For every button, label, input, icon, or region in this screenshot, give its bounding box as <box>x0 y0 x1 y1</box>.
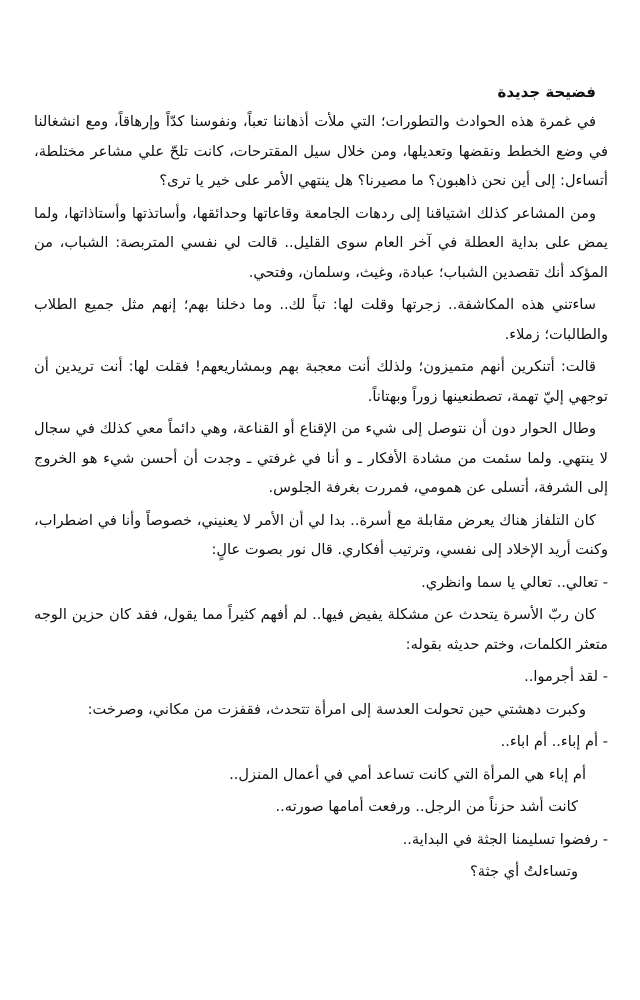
dialogue-line-3: - أم إباء.. أم اباء.. <box>500 733 608 750</box>
dialogue-line-1: - تعالي.. تعالي يا سما وانظري. <box>421 573 608 591</box>
paragraph-2: ومن المشاعر كذلك اشتياقنا إلى ردهات الجامعة وقاعاتها وحدائقها، وأساتذتها وأستاذاتها، ولما يمض على بداية العطلة في آخر العام سوى القليل.. قالت لي نفسي المتربصة: الشباب، من المؤكد أنك تقصدين الشباب؛ عبادة، وغيث، وسلمان، وفتحي. <box>34 204 608 281</box>
paragraph-3: ساءتني هذه المكاشفة.. زجرتها وقلت لها: تباً لك.. وما دخلنا بهم؛ إنهم مثل جميع الطلاب والطالبات؛ زملاء. <box>34 296 608 343</box>
paragraph-8: وكبرت دهشتي حين تحولت العدسة إلى امرأة تتحدث، فقفزت من مكاني، وصرخت: <box>87 700 586 718</box>
dialogue-line-4: - رفضوا تسليمنا الجثة في البداية.. <box>402 830 608 848</box>
paragraph-4: قالت: أتنكرين أنهم متميزون؛ ولذلك أنت معجبة بهم وبمشاريعهم! فقلت لها: أنت تريدين أن توجهي إليّ تهمة، تصطنعينها زوراً وبهتاناً. <box>34 358 608 405</box>
page-title: فضيحة جديدة <box>497 83 596 101</box>
paragraph-11: وتساءلتُ أي جثة؟ <box>470 863 578 880</box>
paragraph-10: كانت أشد حزناً من الرجل.. ورفعت أمامها صورته.. <box>275 798 578 815</box>
paragraph-9: أم إباء هي المرأة التي كانت تساعد أمي في أعمال المنزل.. <box>229 765 586 783</box>
dialogue-line-2: - لقد أجرموا.. <box>524 668 608 685</box>
paragraph-6: كان التلفاز هناك يعرض مقابلة مع أسرة.. بدا لي أن الأمر لا يعنيني، خصوصاً وأنا في اضطراب، وكنت أريد الإخلاد إلى نفسي، وترتيب أفكاري. قال نور بصوت عالٍ: <box>34 511 608 558</box>
paragraph-5: وطال الحوار دون أن نتوصل إلى شيء من الإقناع أو القناعة، وهي دائماً معي كذلك في سجال لا ينتهي. ولما سئمت من مشادة الأفكار ـ و أنا في غرفتي ـ وجدت أن أحسن شيء هو الخروج إلى الشرفة، أتسلى عن همومي، فمررت بغرفة الجلوس. <box>34 420 608 496</box>
paragraph-7: كان ربّ الأسرة يتحدث عن مشكلة يفيض فيها.. لم أفهم كثيراً مما يقول، فقد كان حزين الوجه متعثر الكلمات، وختم حديثه بقوله: <box>34 606 608 653</box>
paragraph-1: في غمرة هذه الحوادث والتطورات؛ التي ملأت أذهاننا تعباً، ونفوسنا كدّاً وإرهاقاً، ومع انشغالنا في وضع الخطط ونقضها وتعديلها، ومن خلال سيل المقترحات، كانت تلحّ علي مشاعر مختلطة، أتساءل: إلى أين نحن ذاهبون؟ ما مصيرنا؟ هل ينتهي الأمر على خير يا ترى؟ <box>34 113 608 189</box>
